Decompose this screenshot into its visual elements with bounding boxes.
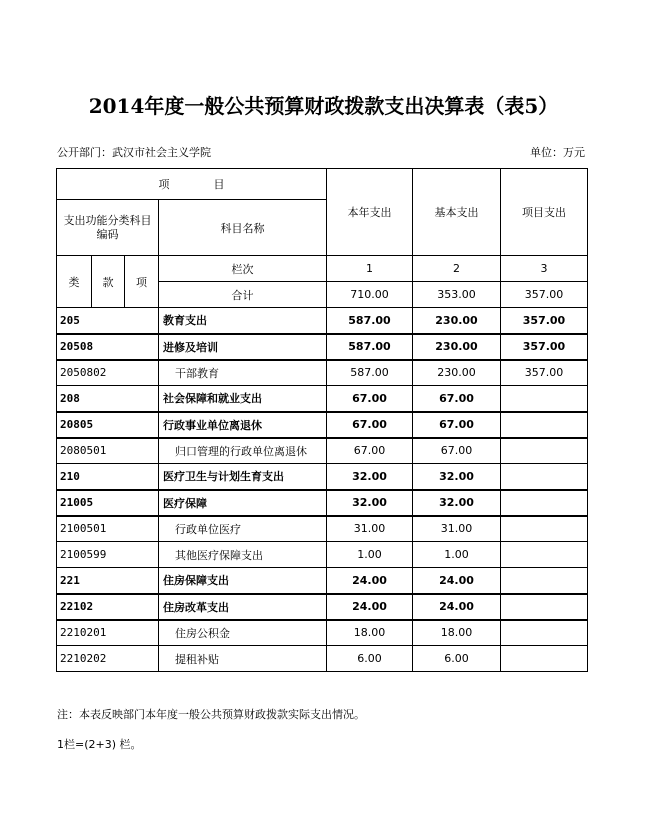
subject-name: 住房改革支出: [159, 594, 327, 620]
subject-name: 社会保障和就业支出: [159, 386, 327, 412]
basic-value: 67.00: [413, 438, 501, 464]
basic-value: 67.00: [413, 386, 501, 412]
project-value: [501, 412, 588, 438]
table-row: [57, 308, 588, 334]
project-value: [501, 594, 588, 620]
table-row: [57, 594, 588, 620]
subject-name: 医疗卫生与计划生育支出: [159, 464, 327, 490]
current-year-value: 24.00: [327, 568, 413, 594]
note-line-1: 注：本表反映部门本年度一般公共预算财政拨款实际支出情况。: [57, 708, 365, 721]
table-row: [57, 568, 588, 594]
subject-code: 22102: [57, 594, 159, 620]
basic-value: 6.00: [413, 646, 501, 672]
basic-value: 32.00: [413, 490, 501, 516]
table-row: [57, 438, 588, 464]
subject-name: 行政单位医疗: [159, 516, 327, 542]
basic-value: 31.00: [413, 516, 501, 542]
current-year-value: 587.00: [327, 334, 413, 360]
subject-code: 2100599: [57, 542, 159, 568]
current-year-value: 18.00: [327, 620, 413, 646]
subject-code: 2080501: [57, 438, 159, 464]
basic-value: 1.00: [413, 542, 501, 568]
basic-value: 230.00: [413, 360, 501, 386]
expenditure-table: [56, 168, 588, 672]
current-year-value: 32.00: [327, 464, 413, 490]
table-row: [57, 542, 588, 568]
current-year-value: 6.00: [327, 646, 413, 672]
total-current-year: 710.00: [327, 282, 413, 308]
total-label: 合计: [159, 282, 327, 308]
project-header: 项 目: [57, 169, 327, 200]
project-value: [501, 542, 588, 568]
lei-header: 类: [57, 256, 92, 308]
project-value: [501, 438, 588, 464]
table-row: [57, 334, 588, 360]
subject-code: 2100501: [57, 516, 159, 542]
subject-name: 行政事业单位离退休: [159, 412, 327, 438]
subject-code: 2210201: [57, 620, 159, 646]
project-value: 357.00: [501, 308, 588, 334]
current-year-value: 67.00: [327, 438, 413, 464]
project-value: [501, 386, 588, 412]
current-year-value: 24.00: [327, 594, 413, 620]
lanci-2: 2: [413, 256, 501, 282]
subject-name: 住房公积金: [159, 620, 327, 646]
project-value: 357.00: [501, 360, 588, 386]
table-row: [57, 412, 588, 438]
basic-value: 24.00: [413, 568, 501, 594]
current-year-value: 31.00: [327, 516, 413, 542]
xiang-header: 项: [125, 256, 159, 308]
subject-name: 干部教育: [159, 360, 327, 386]
project-value: [501, 568, 588, 594]
col-basic-header: 基本支出: [413, 169, 501, 256]
subject-code: 210: [57, 464, 159, 490]
project-value: [501, 516, 588, 542]
basic-value: 24.00: [413, 594, 501, 620]
project-value: [501, 646, 588, 672]
table-row: [57, 464, 588, 490]
subject-code: 2210202: [57, 646, 159, 672]
subject-code: 20508: [57, 334, 159, 360]
current-year-value: 1.00: [327, 542, 413, 568]
col-current-year-header: 本年支出: [327, 169, 413, 256]
subject-code: 221: [57, 568, 159, 594]
note-line-2: 1栏=(2+3) 栏。: [57, 738, 142, 751]
lanci-1: 1: [327, 256, 413, 282]
col-project-header: 项目支出: [501, 169, 588, 256]
total-project: 357.00: [501, 282, 588, 308]
table-row: [57, 620, 588, 646]
table-row: [57, 516, 588, 542]
basic-value: 32.00: [413, 464, 501, 490]
basic-value: 18.00: [413, 620, 501, 646]
subject-code: 2050802: [57, 360, 159, 386]
current-year-value: 587.00: [327, 308, 413, 334]
code-header: 支出功能分类科目编码: [57, 200, 159, 256]
subject-code: 20805: [57, 412, 159, 438]
subject-name-header: 科目名称: [159, 200, 327, 256]
current-year-value: 32.00: [327, 490, 413, 516]
project-value: [501, 620, 588, 646]
report-title: 2014年度一般公共预算财政拨款支出决算表（表5）: [88, 94, 559, 118]
current-year-value: 587.00: [327, 360, 413, 386]
table-row: [57, 360, 588, 386]
current-year-value: 67.00: [327, 412, 413, 438]
basic-value: 230.00: [413, 334, 501, 360]
subject-code: 208: [57, 386, 159, 412]
subject-name: 提租补贴: [159, 646, 327, 672]
subject-name: 医疗保障: [159, 490, 327, 516]
project-value: [501, 464, 588, 490]
kuan-header: 款: [92, 256, 125, 308]
subject-code: 205: [57, 308, 159, 334]
total-basic: 353.00: [413, 282, 501, 308]
lanci-label: 栏次: [159, 256, 327, 282]
current-year-value: 67.00: [327, 386, 413, 412]
basic-value: 67.00: [413, 412, 501, 438]
unit-label: 单位：万元: [530, 146, 585, 159]
table-row: [57, 646, 588, 672]
project-value: [501, 490, 588, 516]
subject-name: 住房保障支出: [159, 568, 327, 594]
lanci-3: 3: [501, 256, 588, 282]
table-row: [57, 386, 588, 412]
table-row: [57, 490, 588, 516]
subject-name: 其他医疗保障支出: [159, 542, 327, 568]
subject-name: 归口管理的行政单位离退休: [159, 438, 327, 464]
department-label: 公开部门：武汉市社会主义学院: [57, 146, 211, 159]
project-value: 357.00: [501, 334, 588, 360]
subject-name: 进修及培训: [159, 334, 327, 360]
subject-name: 教育支出: [159, 308, 327, 334]
basic-value: 230.00: [413, 308, 501, 334]
subject-code: 21005: [57, 490, 159, 516]
